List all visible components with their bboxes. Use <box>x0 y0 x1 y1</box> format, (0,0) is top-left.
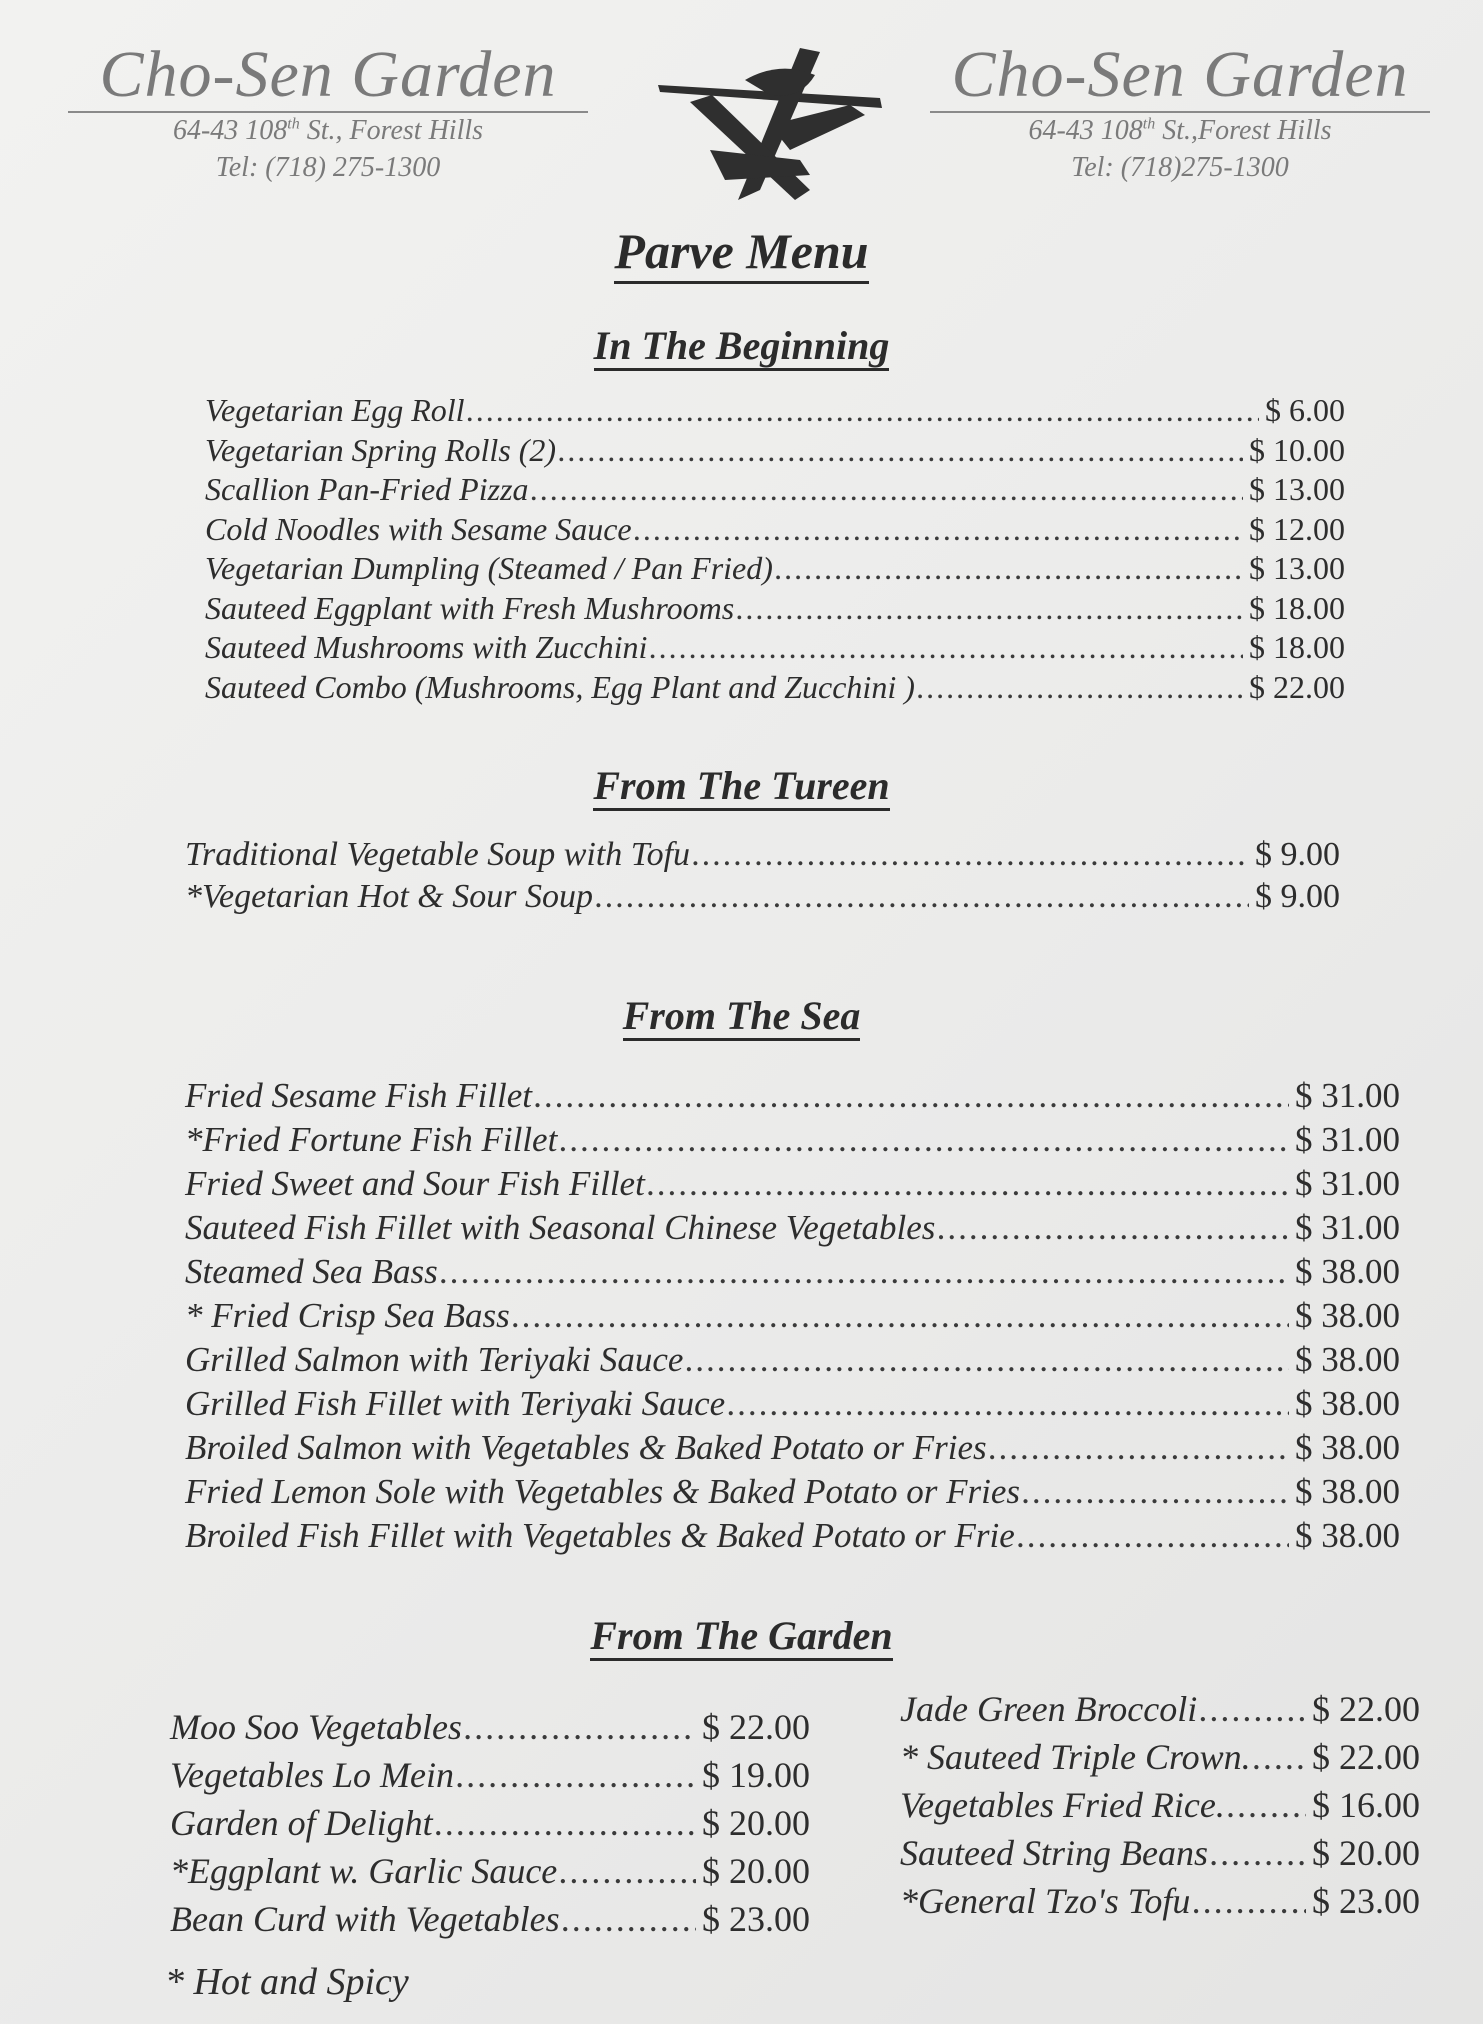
menu-item-name: Vegetables Fried Rice. <box>900 1785 1225 1825</box>
restaurant-address-left: 64-43 108th St., Forest Hills <box>172 115 484 147</box>
menu-item-name: Bean Curd with Vegetables <box>170 1899 560 1939</box>
menu-item-price: $ 20.00 <box>702 1803 810 1843</box>
menu-item <box>185 836 1340 878</box>
dot-leader <box>692 836 1249 874</box>
menu-item-name: Garden of Delight <box>170 1803 433 1843</box>
menu-item-price: $ 13.00 <box>1249 550 1345 586</box>
menu-item-name: Cold Noodles with Sesame Sauce <box>205 510 632 547</box>
menu-item-price: $ 20.00 <box>1312 1833 1420 1873</box>
menu-item <box>170 1754 810 1802</box>
dot-leader <box>634 511 1243 548</box>
menu-item-name: Broiled Fish Fillet with Vegetables & Baked Potato or Frie <box>185 1516 1015 1555</box>
menu-item-price: $ 38.00 <box>1295 1384 1400 1423</box>
menu-item <box>185 1428 1400 1472</box>
menu-item-price: $ 22.00 <box>1312 1689 1420 1729</box>
menu-item <box>900 1784 1420 1832</box>
dot-leader <box>512 1296 1289 1336</box>
menu-item-price: $ 18.00 <box>1249 629 1345 665</box>
menu-item-name: Steamed Sea Bass <box>185 1252 438 1291</box>
menu-item <box>185 1208 1400 1252</box>
item-list-tureen <box>185 836 1340 920</box>
dot-leader <box>1022 1472 1289 1512</box>
menu-item-name: Sauteed Combo (Mushrooms, Egg Plant and Zucchini ) <box>205 668 915 705</box>
menu-item-price: $ 9.00 <box>1255 878 1340 915</box>
item-list-garden-right <box>900 1688 1420 1928</box>
menu-item <box>205 471 1345 511</box>
section-title-sea: From The Sea <box>0 992 1483 1039</box>
dot-leader <box>736 590 1243 627</box>
menu-item <box>170 1706 810 1754</box>
menu-item-name: Jade Green Broccoli <box>900 1689 1198 1729</box>
menu-item-price: $ 31.00 <box>1295 1208 1400 1247</box>
menu-item <box>170 1898 810 1946</box>
menu-item-price: $ 23.00 <box>702 1899 810 1939</box>
menu-item-name: Fried Lemon Sole with Vegetables & Baked Potato or Fries <box>185 1472 1021 1511</box>
menu-item-name: Sauteed Eggplant with Fresh Mushrooms <box>205 589 735 626</box>
menu-title: Parve Menu <box>0 222 1483 280</box>
dot-leader <box>456 1754 696 1796</box>
menu-item <box>185 1516 1400 1560</box>
menu-item-price: $ 31.00 <box>1295 1076 1400 1115</box>
menu-item <box>900 1688 1420 1736</box>
menu-item-name: Traditional Vegetable Soup with Tofu <box>185 836 691 873</box>
item-list-beginning <box>205 392 1345 708</box>
menu-item-name: Fried Sesame Fish Fillet <box>185 1076 533 1115</box>
item-list-sea <box>185 1076 1400 1560</box>
menu-item <box>185 1340 1400 1384</box>
menu-item-price: $ 38.00 <box>1295 1516 1400 1555</box>
menu-item <box>900 1880 1420 1928</box>
dot-leader <box>440 1252 1289 1292</box>
menu-item <box>170 1802 810 1850</box>
section-title-tureen: From The Tureen <box>0 762 1483 809</box>
dot-leader <box>1253 1736 1306 1778</box>
menu-item <box>205 550 1345 590</box>
restaurant-phone-right: Tel: (718)275-1300 <box>1071 151 1289 183</box>
dot-leader <box>1192 1880 1306 1922</box>
section-title-garden: From The Garden <box>0 1612 1483 1659</box>
menu-item-price: $ 22.00 <box>702 1707 810 1747</box>
dot-leader <box>1210 1832 1306 1874</box>
menu-item <box>205 669 1345 709</box>
star-of-david-chopsticks-icon <box>650 40 890 220</box>
menu-item-name: *Vegetarian Hot & Sour Soup <box>185 878 593 915</box>
menu-item <box>185 1076 1400 1120</box>
dot-leader <box>649 629 1243 666</box>
menu-item-price: $ 10.00 <box>1249 431 1345 468</box>
menu-item <box>185 1252 1400 1296</box>
menu-item-price: $ 13.00 <box>1249 471 1345 507</box>
dot-leader <box>775 550 1243 587</box>
menu-item <box>185 1120 1400 1164</box>
menu-item-name: Vegetarian Spring Rolls (2) <box>205 431 557 468</box>
dot-leader <box>685 1340 1289 1380</box>
dot-leader <box>595 878 1249 916</box>
menu-item <box>170 1850 810 1898</box>
menu-item <box>185 1164 1400 1208</box>
dot-leader <box>435 1802 696 1844</box>
restaurant-address-right: 64-43 108th St.,Forest Hills <box>1028 115 1332 147</box>
menu-item-price: $ 22.00 <box>1312 1737 1420 1777</box>
menu-item-price: $ 6.00 <box>1265 392 1345 428</box>
menu-item-name: Grilled Salmon with Teriyaki Sauce <box>185 1340 684 1379</box>
restaurant-header-left <box>68 40 588 186</box>
restaurant-phone-left: Tel: (718) 275-1300 <box>215 151 441 183</box>
menu-item <box>900 1736 1420 1784</box>
restaurant-name-left: Cho-Sen Garden <box>68 40 588 113</box>
menu-item <box>205 590 1345 630</box>
menu-item <box>185 1472 1400 1516</box>
menu-item-price: $ 38.00 <box>1295 1472 1400 1511</box>
item-list-garden-left <box>170 1706 810 1946</box>
menu-item <box>205 392 1345 432</box>
dot-leader <box>647 1164 1289 1204</box>
menu-item-name: Sauteed Mushrooms with Zucchini <box>205 629 648 665</box>
menu-item <box>205 432 1345 472</box>
menu-item-name: *Fried Fortune Fish Fillet <box>185 1120 558 1159</box>
restaurant-name-right: Cho-Sen Garden <box>930 40 1430 113</box>
restaurant-header-right <box>930 40 1430 186</box>
dot-leader <box>558 432 1243 469</box>
dot-leader <box>531 471 1243 508</box>
menu-item-price: $ 20.00 <box>702 1851 810 1891</box>
dot-leader <box>1017 1516 1289 1556</box>
menu-item-price: $ 38.00 <box>1295 1296 1400 1335</box>
dot-leader <box>559 1850 696 1892</box>
menu-item-name: Sauteed String Beans <box>900 1833 1208 1873</box>
menu-item-name: Grilled Fish Fillet with Teriyaki Sauce <box>185 1384 726 1423</box>
dot-leader <box>727 1384 1289 1424</box>
menu-item-price: $ 12.00 <box>1249 510 1345 547</box>
section-title-beginning: In The Beginning <box>0 322 1483 369</box>
dot-leader <box>464 1706 696 1748</box>
menu-item <box>205 511 1345 551</box>
menu-item-price: $ 22.00 <box>1249 668 1345 705</box>
menu-item-name: * Fried Crisp Sea Bass <box>185 1296 510 1335</box>
menu-item-name: *Eggplant w. Garlic Sauce <box>170 1851 558 1891</box>
footnote-hot-spicy: * Hot and Spicy <box>165 1961 409 2003</box>
menu-item-price: $ 38.00 <box>1295 1428 1400 1467</box>
menu-item <box>205 629 1345 669</box>
menu-item-price: $ 31.00 <box>1295 1120 1400 1159</box>
dot-leader <box>467 392 1259 429</box>
menu-item-price: $ 16.00 <box>1312 1785 1420 1825</box>
menu-item-price: $ 18.00 <box>1249 589 1345 626</box>
menu-item-price: $ 23.00 <box>1312 1881 1420 1921</box>
menu-item-price: $ 19.00 <box>702 1755 810 1795</box>
dot-leader <box>989 1428 1289 1468</box>
menu-item-price: $ 9.00 <box>1255 836 1340 873</box>
menu-item-name: Vegetarian Dumpling (Steamed / Pan Fried) <box>205 550 773 586</box>
dot-leader <box>1227 1784 1306 1826</box>
menu-item-name: Vegetables Lo Mein <box>170 1755 454 1795</box>
menu-item-name: Vegetarian Egg Roll <box>205 392 465 428</box>
menu-item-name: * Sauteed Triple Crown. <box>900 1737 1251 1777</box>
dot-leader <box>917 669 1243 706</box>
dot-leader <box>1199 1688 1306 1730</box>
dot-leader <box>559 1120 1289 1160</box>
menu-item <box>900 1832 1420 1880</box>
menu-item <box>185 1384 1400 1428</box>
menu-item-name: Scallion Pan-Fried Pizza <box>205 471 529 507</box>
menu-item-name: *General Tzo's Tofu <box>900 1881 1191 1921</box>
menu-item-price: $ 38.00 <box>1295 1340 1400 1379</box>
menu-item-name: Moo Soo Vegetables <box>170 1707 462 1747</box>
menu-item-name: Sauteed Fish Fillet with Seasonal Chinese Vegetables <box>185 1208 936 1247</box>
menu-item <box>185 878 1340 920</box>
dot-leader <box>937 1208 1289 1248</box>
menu-item-price: $ 31.00 <box>1295 1164 1400 1203</box>
menu-item <box>185 1296 1400 1340</box>
menu-item-price: $ 38.00 <box>1295 1252 1400 1291</box>
dot-leader <box>534 1076 1289 1116</box>
menu-item-name: Fried Sweet and Sour Fish Fillet <box>185 1164 645 1203</box>
menu-item-name: Broiled Salmon with Vegetables & Baked Potato or Fries <box>185 1428 987 1467</box>
dot-leader <box>562 1898 696 1940</box>
